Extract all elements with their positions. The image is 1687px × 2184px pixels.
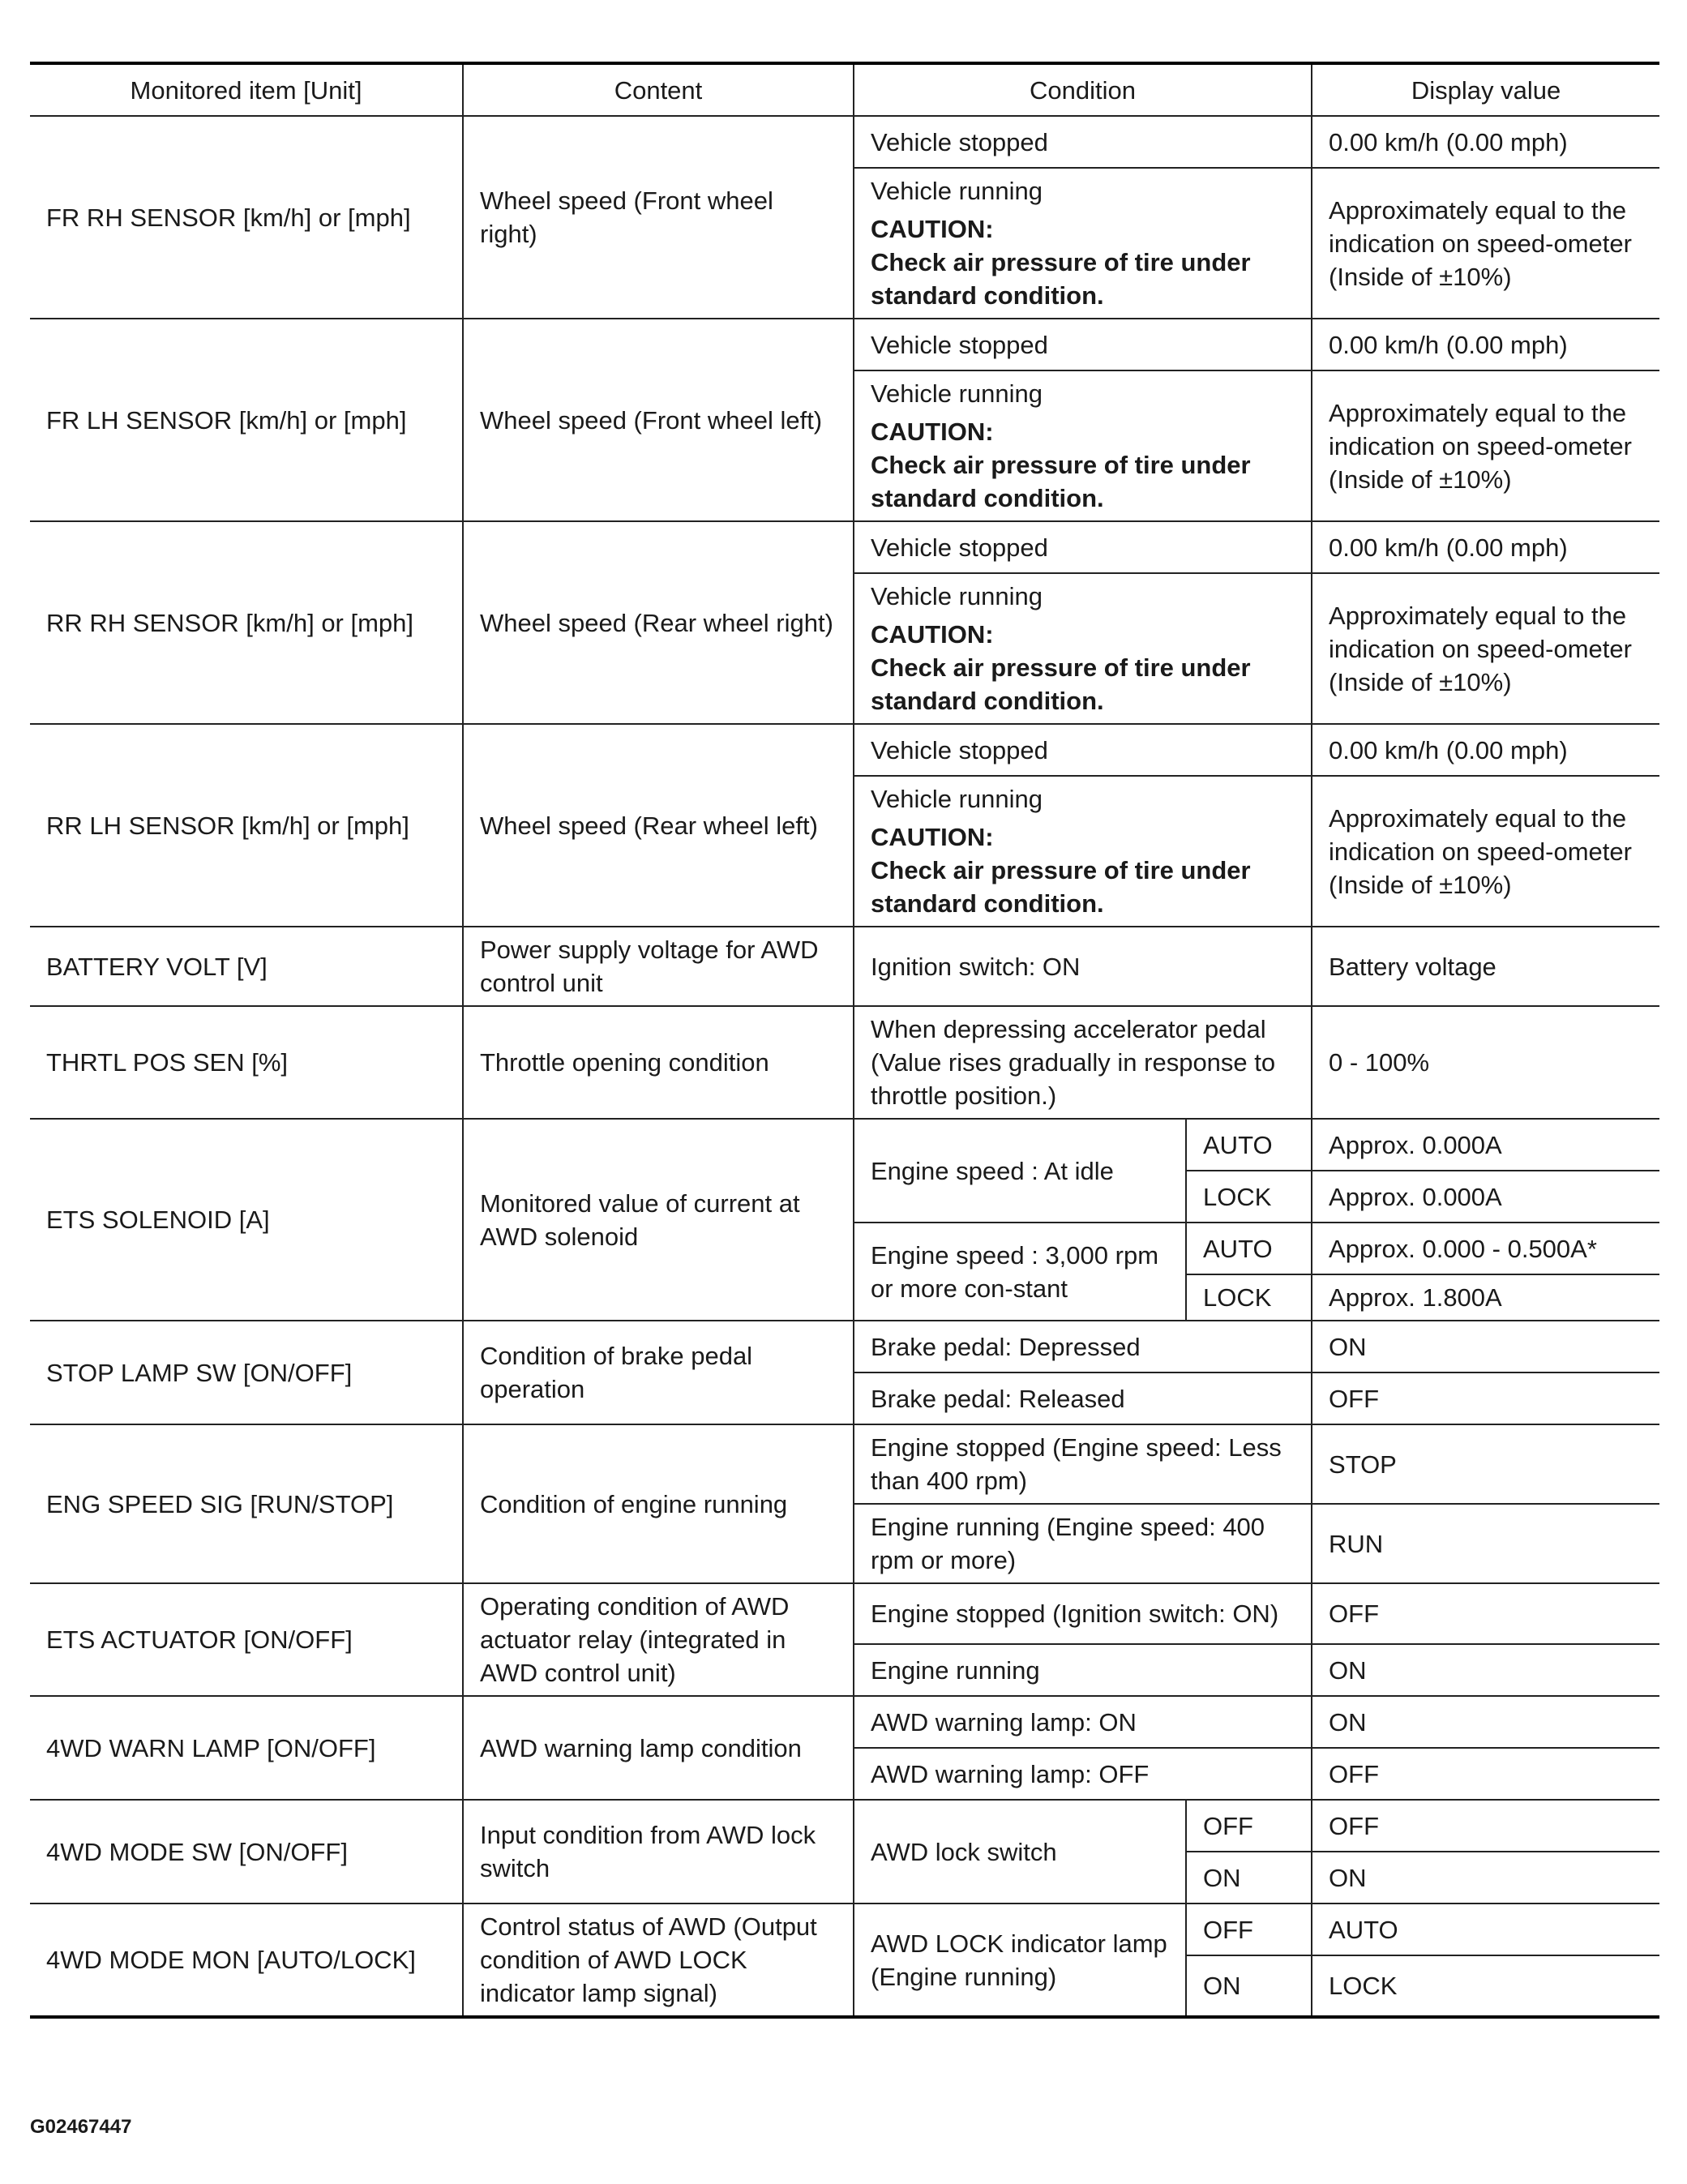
caution-label: CAUTION: xyxy=(871,418,994,446)
condition-cell: AWD warning lamp: ON xyxy=(854,1696,1312,1748)
content-cell: Wheel speed (Rear wheel right) xyxy=(463,521,854,724)
mode-cell: LOCK xyxy=(1186,1274,1312,1321)
condition-cell: Engine speed : 3,000 rpm or more con-stant xyxy=(854,1223,1186,1321)
display-value-cell: ON xyxy=(1312,1696,1659,1748)
table-row xyxy=(30,1800,1659,1852)
display-value-cell: 0.00 km/h (0.00 mph) xyxy=(1312,724,1659,776)
monitored-item-cell: THRTL POS SEN [%] xyxy=(30,1006,463,1119)
monitor-item-table xyxy=(30,62,1659,2019)
condition-text: Vehicle running xyxy=(871,177,1043,205)
condition-cell xyxy=(854,168,1312,319)
condition-cell: Brake pedal: Released xyxy=(854,1372,1312,1424)
condition-cell xyxy=(854,370,1312,521)
caution-text: Check air pressure of tire under standard condition. xyxy=(871,653,1251,715)
monitored-item-cell: ENG SPEED SIG [RUN/STOP] xyxy=(30,1424,463,1583)
display-value-cell: OFF xyxy=(1312,1583,1659,1644)
switch-state-cell: ON xyxy=(1186,1852,1312,1904)
mode-cell: LOCK xyxy=(1186,1171,1312,1223)
display-value-cell: Approx. 0.000 - 0.500A* xyxy=(1312,1223,1659,1274)
monitored-item-cell: FR LH SENSOR [km/h] or [mph] xyxy=(30,319,463,521)
content-cell: Condition of brake pedal operation xyxy=(463,1321,854,1424)
table-row xyxy=(30,724,1659,776)
display-value-cell: OFF xyxy=(1312,1372,1659,1424)
content-cell: Monitored value of current at AWD solenoid xyxy=(463,1119,854,1321)
table-row xyxy=(30,116,1659,168)
condition-cell: Vehicle stopped xyxy=(854,724,1312,776)
condition-cell: Ignition switch: ON xyxy=(854,927,1312,1006)
table-row xyxy=(30,1424,1659,1504)
figure-code: G02467447 xyxy=(30,2116,132,2138)
content-cell: Wheel speed (Front wheel left) xyxy=(463,319,854,521)
switch-state-cell: OFF xyxy=(1186,1800,1312,1852)
content-cell: Throttle opening condition xyxy=(463,1006,854,1119)
condition-cell: AWD lock switch xyxy=(854,1800,1186,1904)
switch-state-cell: ON xyxy=(1186,1955,1312,2017)
condition-cell: Vehicle stopped xyxy=(854,521,1312,573)
header-display-value: Display value xyxy=(1312,63,1659,116)
display-value-cell: ON xyxy=(1312,1852,1659,1904)
condition-cell: Vehicle stopped xyxy=(854,116,1312,168)
display-value-cell: 0.00 km/h (0.00 mph) xyxy=(1312,521,1659,573)
display-value-cell: Approx. 0.000A xyxy=(1312,1119,1659,1171)
caution-label: CAUTION: xyxy=(871,620,994,649)
monitored-item-cell: RR RH SENSOR [km/h] or [mph] xyxy=(30,521,463,724)
condition-cell xyxy=(854,573,1312,724)
table-row xyxy=(30,1583,1659,1644)
caution-text: Check air pressure of tire under standard condition. xyxy=(871,248,1251,310)
display-value-cell: OFF xyxy=(1312,1748,1659,1800)
table-row xyxy=(30,1321,1659,1372)
condition-text: Vehicle running xyxy=(871,379,1043,408)
display-value-cell: Approximately equal to the indication on speed-ometer (Inside of ±10%) xyxy=(1312,168,1659,319)
content-cell: AWD warning lamp condition xyxy=(463,1696,854,1800)
caution-label: CAUTION: xyxy=(871,215,994,243)
condition-text: Vehicle running xyxy=(871,582,1043,610)
content-cell: Wheel speed (Front wheel right) xyxy=(463,116,854,319)
display-value-cell: 0.00 km/h (0.00 mph) xyxy=(1312,116,1659,168)
condition-cell: Engine running xyxy=(854,1644,1312,1696)
display-value-cell: Approx. 0.000A xyxy=(1312,1171,1659,1223)
table-row xyxy=(30,521,1659,573)
display-value-cell: AUTO xyxy=(1312,1904,1659,1955)
monitored-item-cell: 4WD WARN LAMP [ON/OFF] xyxy=(30,1696,463,1800)
table-row xyxy=(30,927,1659,1006)
table-row xyxy=(30,319,1659,370)
display-value-cell: Approximately equal to the indication on speed-ometer (Inside of ±10%) xyxy=(1312,573,1659,724)
content-cell: Input condition from AWD lock switch xyxy=(463,1800,854,1904)
monitored-item-cell: 4WD MODE MON [AUTO/LOCK] xyxy=(30,1904,463,2017)
content-cell: Control status of AWD (Output condition of AWD LOCK indicator lamp signal) xyxy=(463,1904,854,2017)
header-monitored-item: Monitored item [Unit] xyxy=(30,63,463,116)
header-row xyxy=(30,63,1659,116)
header-condition: Condition xyxy=(854,63,1312,116)
switch-state-cell: OFF xyxy=(1186,1904,1312,1955)
condition-cell xyxy=(854,776,1312,927)
condition-cell: Brake pedal: Depressed xyxy=(854,1321,1312,1372)
display-value-cell: STOP xyxy=(1312,1424,1659,1504)
monitored-item-cell: ETS ACTUATOR [ON/OFF] xyxy=(30,1583,463,1696)
condition-cell: Engine stopped (Ignition switch: ON) xyxy=(854,1583,1312,1644)
monitored-item-cell: FR RH SENSOR [km/h] or [mph] xyxy=(30,116,463,319)
display-value-cell: OFF xyxy=(1312,1800,1659,1852)
caution-text: Check air pressure of tire under standard condition. xyxy=(871,856,1251,918)
content-cell: Condition of engine running xyxy=(463,1424,854,1583)
display-value-cell: ON xyxy=(1312,1644,1659,1696)
monitored-item-cell: BATTERY VOLT [V] xyxy=(30,927,463,1006)
monitored-item-cell: ETS SOLENOID [A] xyxy=(30,1119,463,1321)
condition-cell: AWD warning lamp: OFF xyxy=(854,1748,1312,1800)
content-cell: Operating condition of AWD actuator relay (integrated in AWD control unit) xyxy=(463,1583,854,1696)
condition-cell: Vehicle stopped xyxy=(854,319,1312,370)
table-row xyxy=(30,1904,1659,1955)
condition-cell: AWD LOCK indicator lamp (Engine running) xyxy=(854,1904,1186,2017)
monitored-item-cell: STOP LAMP SW [ON/OFF] xyxy=(30,1321,463,1424)
monitored-item-cell: 4WD MODE SW [ON/OFF] xyxy=(30,1800,463,1904)
table-row xyxy=(30,1696,1659,1748)
content-cell: Power supply voltage for AWD control unit xyxy=(463,927,854,1006)
condition-cell: Engine speed : At idle xyxy=(854,1119,1186,1223)
display-value-cell: Approx. 1.800A xyxy=(1312,1274,1659,1321)
condition-cell: When depressing accelerator pedal (Value rises gradually in response to throttle position.) xyxy=(854,1006,1312,1119)
display-value-cell: RUN xyxy=(1312,1504,1659,1583)
display-value-cell: Approximately equal to the indication on speed-ometer (Inside of ±10%) xyxy=(1312,370,1659,521)
table-row xyxy=(30,1006,1659,1119)
content-cell: Wheel speed (Rear wheel left) xyxy=(463,724,854,927)
caution-text: Check air pressure of tire under standard condition. xyxy=(871,451,1251,512)
display-value-cell: ON xyxy=(1312,1321,1659,1372)
condition-text: Vehicle running xyxy=(871,785,1043,813)
display-value-cell: 0.00 km/h (0.00 mph) xyxy=(1312,319,1659,370)
mode-cell: AUTO xyxy=(1186,1223,1312,1274)
display-value-cell: Battery voltage xyxy=(1312,927,1659,1006)
mode-cell: AUTO xyxy=(1186,1119,1312,1171)
monitored-item-cell: RR LH SENSOR [km/h] or [mph] xyxy=(30,724,463,927)
display-value-cell: 0 - 100% xyxy=(1312,1006,1659,1119)
display-value-cell: LOCK xyxy=(1312,1955,1659,2017)
table-row xyxy=(30,1119,1659,1171)
condition-cell: Engine stopped (Engine speed: Less than 400 rpm) xyxy=(854,1424,1312,1504)
display-value-cell: Approximately equal to the indication on speed-ometer (Inside of ±10%) xyxy=(1312,776,1659,927)
header-content: Content xyxy=(463,63,854,116)
caution-label: CAUTION: xyxy=(871,823,994,851)
condition-cell: Engine running (Engine speed: 400 rpm or more) xyxy=(854,1504,1312,1583)
